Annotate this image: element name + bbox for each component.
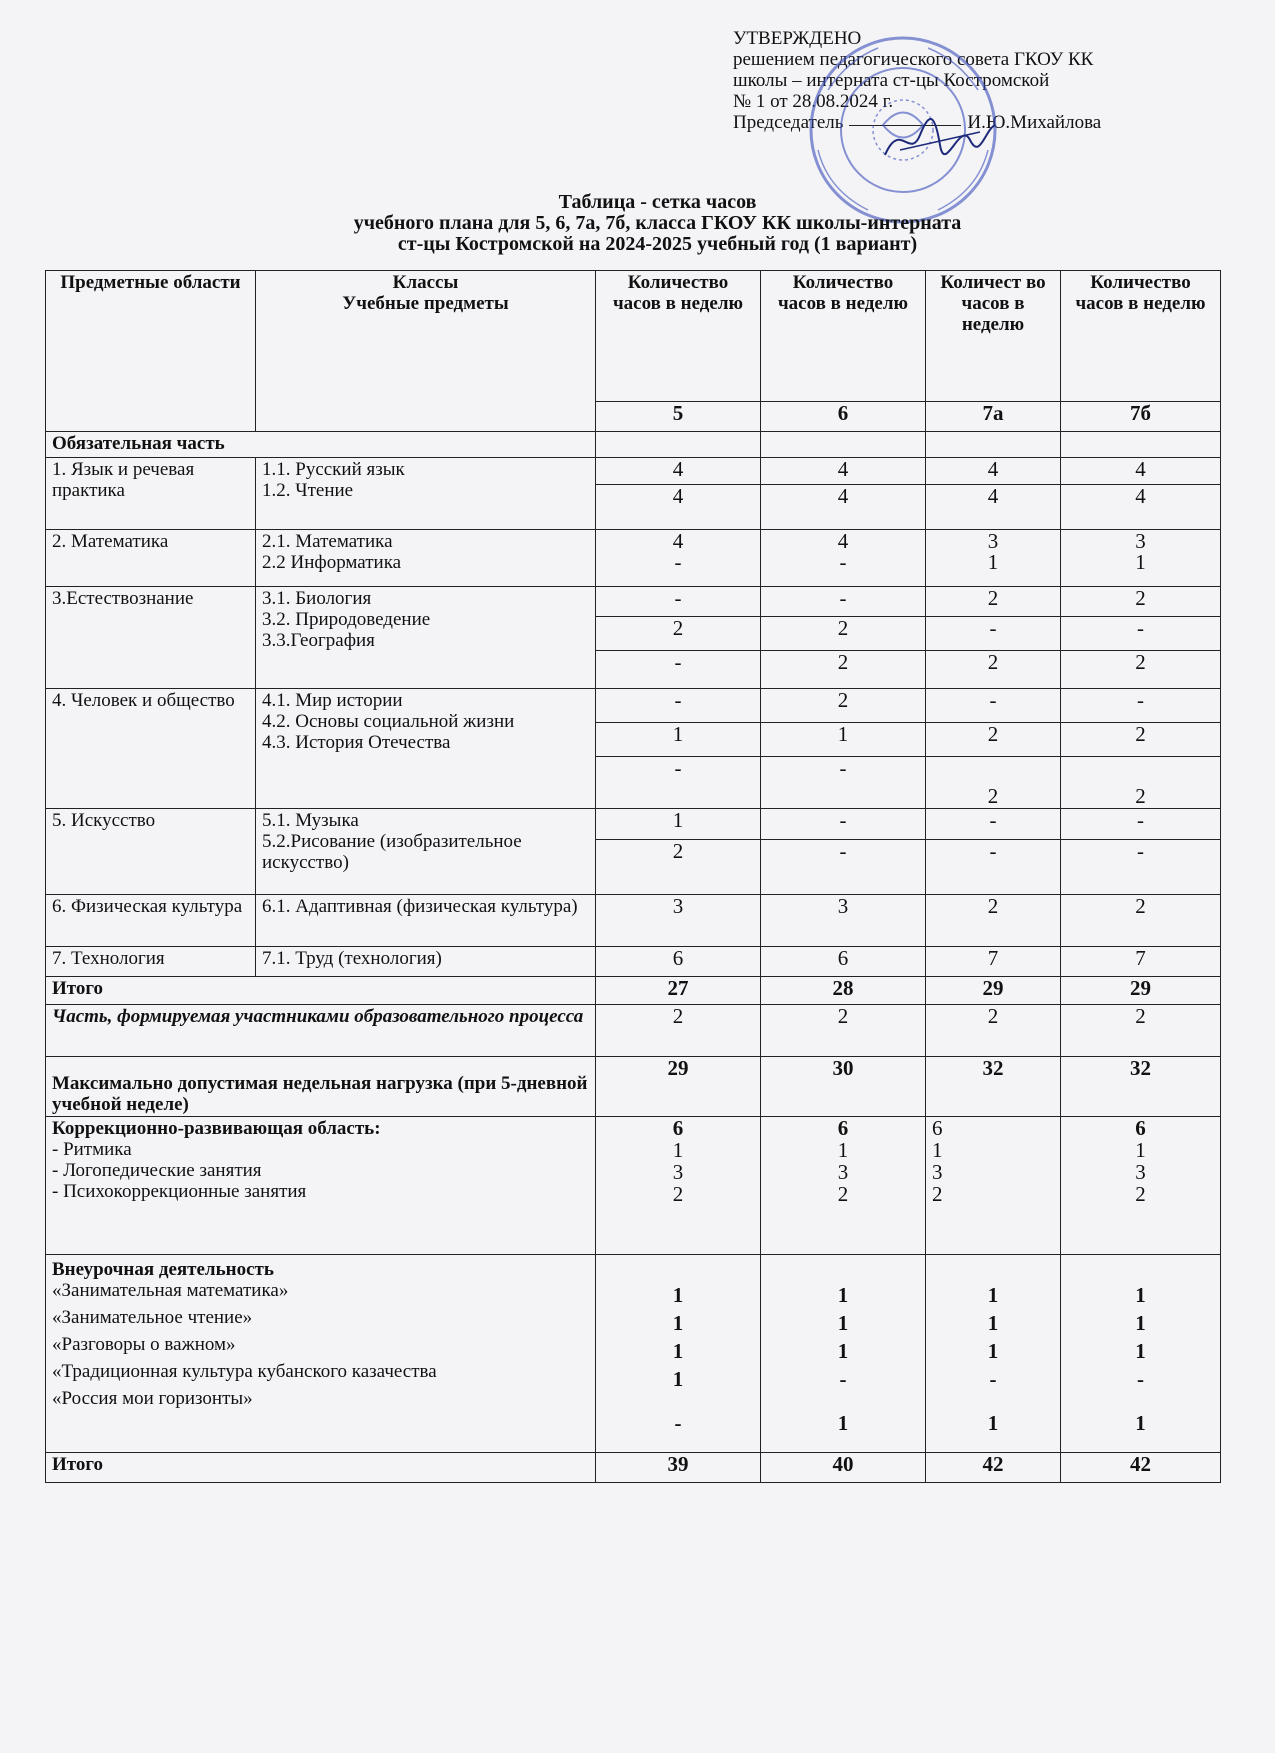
mandatory-row	[46, 432, 1221, 458]
hours-cell: -	[596, 651, 761, 689]
hours-value: 1	[672, 1283, 684, 1307]
hours-cell: 3	[596, 895, 761, 947]
hours-cell: 6	[596, 947, 761, 977]
hours-cell: -	[596, 757, 761, 809]
subject-name: 3.3.География	[262, 630, 375, 651]
hours-cell: 2	[1061, 1005, 1221, 1057]
hours-cell: 2	[1061, 757, 1221, 809]
formed-part-row	[46, 1005, 1221, 1057]
correction-label: Коррекционно-развивающая область:	[52, 1118, 381, 1139]
area-name: 4. Человек и общество	[46, 689, 256, 809]
hours-cell: 2	[926, 757, 1061, 809]
table-row	[46, 809, 1221, 840]
hours-cell: 2	[596, 617, 761, 651]
hours-value: 1	[672, 1367, 684, 1391]
hours-value: 1	[837, 1339, 849, 1363]
subject-name: 5.2.Рисование (изобразительное искусство)	[262, 831, 522, 873]
hours-value: 1	[1135, 550, 1146, 574]
hours-grid-table	[45, 270, 1221, 1483]
extracurricular-row	[46, 1255, 1221, 1453]
hours-cell: 4	[761, 485, 926, 530]
hours-cell: -	[761, 840, 926, 895]
hours-cell: -	[1061, 689, 1221, 723]
hours-value: 2	[932, 1182, 943, 1206]
area-name: 6. Физическая культура	[46, 895, 256, 947]
hours-cell: -	[926, 809, 1061, 840]
approval-line-2: школы – интерната ст-цы Костромской	[733, 70, 1050, 91]
max-load-row	[46, 1057, 1221, 1117]
hours-cell: 4	[596, 485, 761, 530]
hours-cell: 7	[926, 947, 1061, 977]
table-row	[46, 895, 1221, 947]
hours-value: 1	[672, 1339, 684, 1363]
title-line-1: Таблица - сетка часов	[558, 191, 757, 213]
hours-value: 1	[672, 1311, 684, 1335]
hours-cell: -	[1061, 617, 1221, 651]
extracurricular-item: «Занимательная математика»	[52, 1280, 289, 1301]
hours-value: 2	[1135, 1182, 1146, 1206]
subject-name: 1.2. Чтение	[262, 480, 354, 501]
hours-cell: 1	[596, 723, 761, 757]
hours-cell: 4	[761, 458, 926, 485]
hours-cell: 2	[1061, 587, 1221, 617]
hours-value: 1	[987, 1411, 999, 1435]
hours-value: -	[839, 1367, 847, 1391]
total-cell: 42	[926, 1453, 1061, 1483]
approval-title: УТВЕРЖДЕНО	[733, 28, 862, 49]
hours-value: 3	[987, 529, 999, 553]
correction-list	[46, 1117, 596, 1255]
header-areas: Предметные области	[46, 271, 256, 432]
correction-item: - Психокоррекционные занятия	[52, 1181, 307, 1202]
subject-name: 1.1. Русский язык	[262, 459, 405, 480]
subject-list	[256, 530, 596, 587]
hours-cell: 2	[596, 1005, 761, 1057]
hours-cell: 3	[761, 895, 926, 947]
extracurricular-list	[46, 1255, 596, 1453]
header-hours: Количество часов в неделю	[761, 271, 926, 402]
correction-hours	[761, 1117, 926, 1255]
hours-value: 1	[837, 1283, 849, 1307]
title-line-2: учебного плана для 5, 6, 7а, 7б, класса ГКОУ КК школы-интерната	[353, 212, 962, 234]
subject-list	[256, 587, 596, 689]
hours-cell: -	[761, 587, 926, 617]
hours-value: 1	[672, 1138, 684, 1162]
area-name: 2. Математика	[46, 530, 256, 587]
hours-value: 1	[1135, 1311, 1146, 1335]
total-row	[46, 1453, 1221, 1483]
hours-cell: -	[596, 587, 761, 617]
total-cell: 40	[761, 1453, 926, 1483]
hours-value: -	[989, 1367, 997, 1391]
hours-value: 1	[987, 1283, 999, 1307]
hours-cell: 2	[1061, 895, 1221, 947]
header-subjects: Учебные предметы	[342, 293, 509, 314]
hours-cell	[596, 530, 761, 587]
hours-cell: 2	[1061, 651, 1221, 689]
hours-value: 4	[837, 529, 849, 553]
subject-name: 2.2 Информатика	[262, 552, 402, 573]
hours-value: 1	[987, 550, 999, 574]
hours-cell: 6	[761, 947, 926, 977]
hours-cell: 2	[926, 895, 1061, 947]
subject-name: 3.2. Природоведение	[262, 609, 431, 630]
correction-row	[46, 1117, 1221, 1255]
total-cell: 27	[596, 977, 761, 1005]
hours-cell: 2	[761, 689, 926, 723]
hours-cell	[1061, 530, 1221, 587]
hours-cell: 2	[761, 617, 926, 651]
hours-cell: 2	[761, 1005, 926, 1057]
document-title	[0, 192, 1275, 255]
table-row	[46, 530, 1221, 587]
hours-cell: -	[926, 689, 1061, 723]
hours-value: 1	[932, 1138, 943, 1162]
hours-cell: -	[926, 840, 1061, 895]
extracurricular-hours	[596, 1255, 761, 1453]
extracurricular-hours	[1061, 1255, 1221, 1453]
hours-value: 1	[987, 1311, 999, 1335]
total-cell: 39	[596, 1453, 761, 1483]
hours-cell: -	[761, 809, 926, 840]
table-row	[46, 458, 1221, 485]
extracurricular-item: «Россия мои горизонты»	[52, 1388, 253, 1409]
subject-name: 5.1. Музыка	[262, 810, 359, 831]
table-row	[46, 947, 1221, 977]
hours-cell: 2	[926, 587, 1061, 617]
header-hours: Количество часов в неделю	[1061, 271, 1221, 402]
extracurricular-item: «Занимательное чтение»	[52, 1307, 253, 1328]
max-load-cell: 30	[761, 1057, 926, 1117]
hours-cell: 2	[926, 1005, 1061, 1057]
title-line-3: ст-цы Костромской на 2024-2025 учебный год (1 вариант)	[397, 233, 918, 255]
formed-part-label: Часть, формируемая участниками образовательного процесса	[46, 1005, 596, 1057]
area-name: 3.Естествознание	[46, 587, 256, 689]
total-cell: 29	[926, 977, 1061, 1005]
area-name: 7. Технология	[46, 947, 256, 977]
header-hours: Количест во часов в неделю	[926, 271, 1061, 402]
hours-cell: 1	[596, 809, 761, 840]
hours-cell: -	[761, 757, 926, 809]
correction-hours	[1061, 1117, 1221, 1255]
hours-cell: 1	[761, 723, 926, 757]
header-classes: Классы	[392, 272, 459, 293]
hours-value: 3	[672, 1160, 684, 1184]
hours-value: -	[674, 1411, 682, 1435]
header-classes-subjects	[256, 271, 596, 432]
hours-cell: 2	[596, 840, 761, 895]
hours-value: 4	[672, 529, 684, 553]
subject-name: 4.1. Мир истории	[262, 690, 403, 711]
hours-value: 1	[1135, 1283, 1146, 1307]
correction-item: - Логопедические занятия	[52, 1160, 262, 1181]
subject-list	[256, 809, 596, 895]
grade-label: 6	[761, 402, 926, 432]
correction-item: - Ритмика	[52, 1139, 132, 1160]
total-label: Итого	[46, 977, 596, 1005]
hours-cell: 4	[926, 485, 1061, 530]
grade-label: 7б	[1061, 402, 1221, 432]
extracurricular-item: «Разговоры о важном»	[52, 1334, 236, 1355]
hours-value: 2	[672, 1182, 684, 1206]
hours-value: 1	[837, 1311, 849, 1335]
table-row	[46, 587, 1221, 617]
hours-value: 1	[837, 1138, 849, 1162]
area-name: 1. Язык и речевая практика	[46, 458, 256, 530]
hours-value: 1	[1135, 1339, 1146, 1363]
hours-value: 3	[1135, 529, 1146, 553]
hours-value: 1	[837, 1411, 849, 1435]
hours-value: 2	[837, 1182, 849, 1206]
chair-label: Председатель	[733, 112, 844, 133]
subject-name: 7.1. Труд (технология)	[256, 947, 596, 977]
subject-list	[256, 458, 596, 530]
extracurricular-label: Внеурочная деятельность	[52, 1259, 274, 1280]
hours-cell: 2	[761, 651, 926, 689]
hours-cell: 4	[596, 458, 761, 485]
hours-value: 1	[987, 1339, 999, 1363]
grade-label: 7а	[926, 402, 1061, 432]
hours-cell: 4	[926, 458, 1061, 485]
hours-cell: 4	[1061, 458, 1221, 485]
extracurricular-item: «Традиционная культура кубанского казачества	[52, 1361, 437, 1382]
hours-cell: -	[1061, 840, 1221, 895]
hours-value: 3	[1135, 1160, 1146, 1184]
max-load-cell: 32	[926, 1057, 1061, 1117]
header-row	[46, 271, 1221, 402]
max-load-label: Максимально допустимая недельная нагрузка (при 5-дневной учебной неделе)	[46, 1057, 596, 1117]
hours-value: 6	[1135, 1116, 1146, 1140]
hours-cell	[926, 530, 1061, 587]
approval-line-1: решением педагогического совета ГКОУ КК	[733, 49, 1094, 70]
chair-name: И.Ю.Михайлова	[967, 112, 1102, 133]
header-hours: Количество часов в неделю	[596, 271, 761, 402]
total-cell: 29	[1061, 977, 1221, 1005]
subject-list	[256, 689, 596, 809]
area-name: 5. Искусство	[46, 809, 256, 895]
hours-value: 6	[837, 1116, 849, 1140]
extracurricular-hours	[926, 1255, 1061, 1453]
extracurricular-hours	[761, 1255, 926, 1453]
handwritten-signature	[880, 110, 1000, 170]
max-load-cell: 32	[1061, 1057, 1221, 1117]
hours-cell: -	[596, 689, 761, 723]
grade-label: 5	[596, 402, 761, 432]
subject-name: 3.1. Биология	[262, 588, 372, 609]
table-row	[46, 689, 1221, 723]
hours-cell: 7	[1061, 947, 1221, 977]
hours-value: -	[1137, 1367, 1144, 1391]
hours-value: 1	[1135, 1138, 1146, 1162]
total-cell: 28	[761, 977, 926, 1005]
hours-value: -	[839, 550, 847, 574]
subject-name: 2.1. Математика	[262, 531, 393, 552]
hours-cell	[761, 530, 926, 587]
hours-value: 3	[837, 1160, 849, 1184]
hours-value: 3	[932, 1160, 943, 1184]
total-cell: 42	[1061, 1453, 1221, 1483]
subject-name: 6.1. Адаптивная (физическая культура)	[256, 895, 596, 947]
hours-cell: 2	[926, 651, 1061, 689]
hours-cell: -	[926, 617, 1061, 651]
correction-hours	[926, 1117, 1061, 1255]
subject-name: 4.2. Основы социальной жизни	[262, 711, 515, 732]
hours-cell: 2	[1061, 723, 1221, 757]
total-row	[46, 977, 1221, 1005]
approval-line-3: № 1 от 28.08.2024 г.	[733, 91, 894, 112]
hours-value: 1	[1135, 1411, 1146, 1435]
hours-cell: -	[1061, 809, 1221, 840]
hours-cell: 2	[926, 723, 1061, 757]
hours-cell: 4	[1061, 485, 1221, 530]
mandatory-label: Обязательная часть	[46, 432, 596, 458]
subject-name: 4.3. История Отечества	[262, 732, 451, 753]
hours-value: -	[674, 550, 682, 574]
correction-hours	[596, 1117, 761, 1255]
max-load-cell: 29	[596, 1057, 761, 1117]
hours-value: 6	[672, 1116, 684, 1140]
total-label: Итого	[46, 1453, 596, 1483]
hours-value: 6	[932, 1116, 943, 1140]
